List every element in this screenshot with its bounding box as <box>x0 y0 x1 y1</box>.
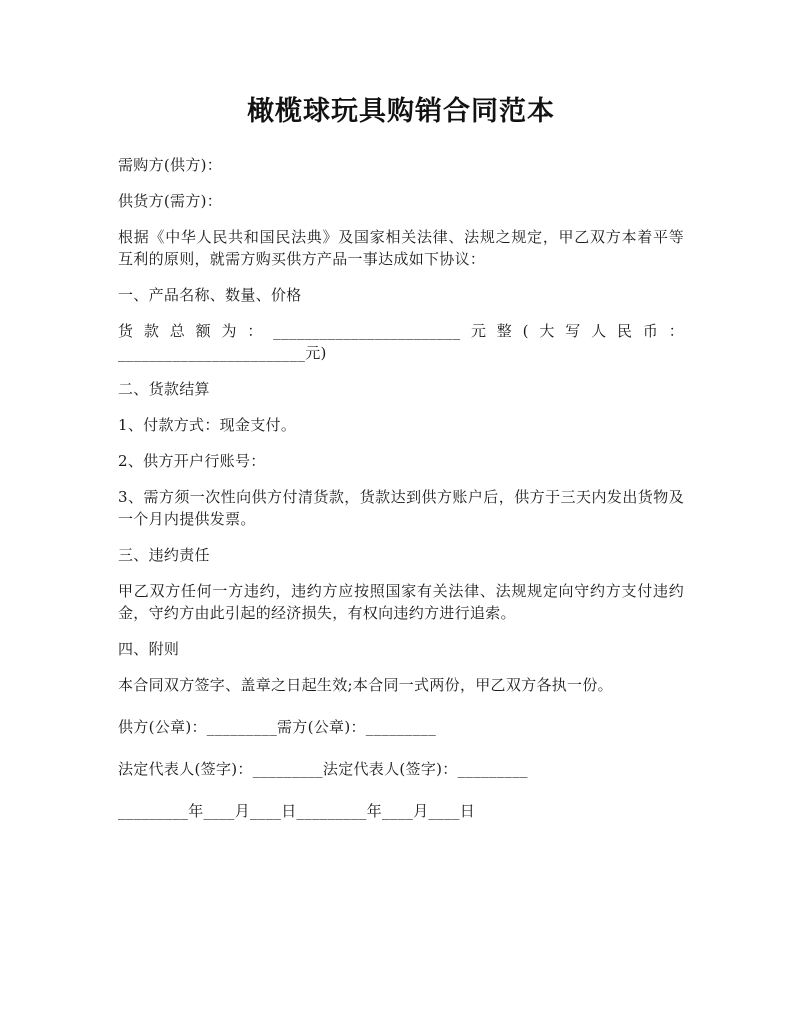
bank-account-line: 2、供方开户行账号： <box>118 452 266 470</box>
supplier-line: 供货方(需方)： <box>118 192 223 210</box>
total-amount-paragraph: 货款总额为：________________________元整(大写人民币：________________________元) <box>118 322 684 362</box>
date-line: _________年____月____日_________年____月____日 <box>118 802 476 820</box>
section-heading-appendix: 四、附则 <box>118 640 180 658</box>
seal-line: 供方(公章)：_________需方(公章)：_________ <box>118 718 437 736</box>
buyer-line: 需购方(供方)： <box>118 156 223 174</box>
signature-line: 法定代表人(签字)：_________法定代表人(签字)：_________ <box>118 760 528 778</box>
section-heading-payment: 二、货款结算 <box>118 380 210 398</box>
payment-terms-paragraph: 3、需方须一次性向供方付清货款，货款达到供方账户后，供方于三天内发出货物及一个月内提供发票。 <box>118 488 684 528</box>
section-heading-product: 一、产品名称、数量、价格 <box>118 286 302 304</box>
document-title: 橄榄球玩具购销合同范本 <box>247 96 555 127</box>
section-heading-liability: 三、违约责任 <box>118 546 210 564</box>
payment-method-line: 1、付款方式：现金支付。 <box>118 416 297 434</box>
preamble-paragraph: 根据《中华人民共和国民法典》及国家相关法律、法规之规定，甲乙双方本着平等互利的原则，就需方购买供方产品一事达成如下协议： <box>118 228 684 268</box>
effective-clause: 本合同双方签字、盖章之日起生效;本合同一式两份，甲乙双方各执一份。 <box>118 676 613 694</box>
liability-paragraph: 甲乙双方任何一方违约，违约方应按照国家有关法律、法规规定向守约方支付违约金，守约方由此引起的经济损失，有权向违约方进行追索。 <box>118 582 684 622</box>
